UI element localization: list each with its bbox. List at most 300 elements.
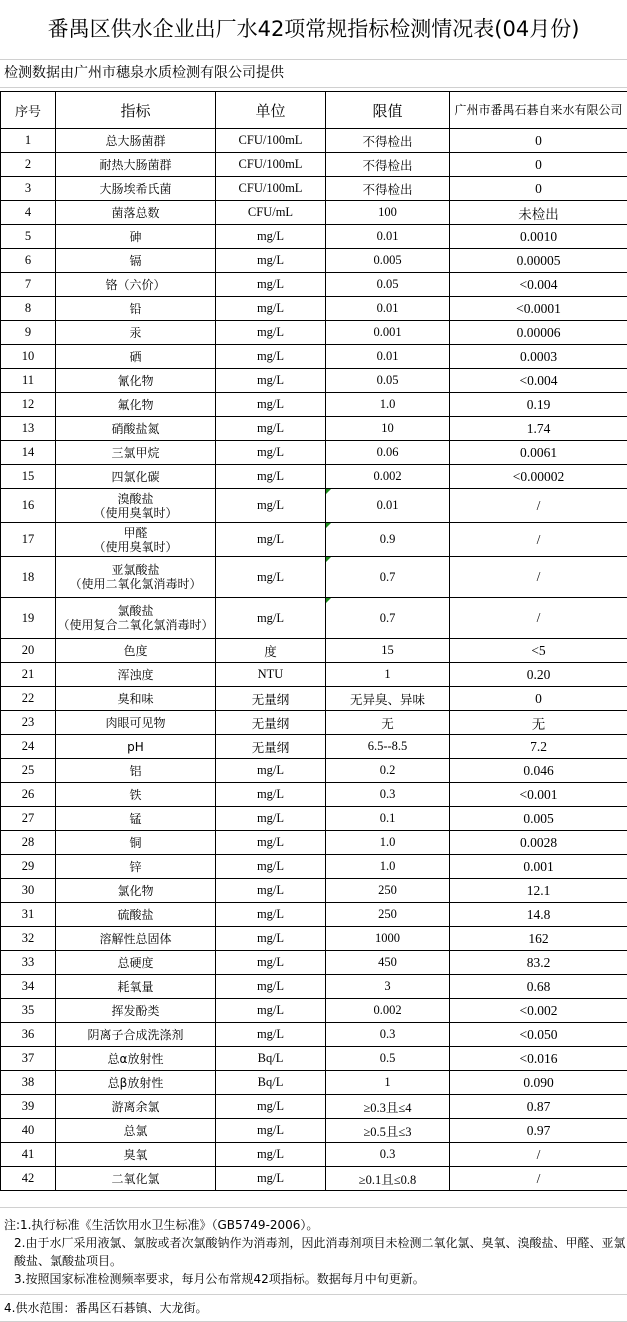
table-row bbox=[1, 201, 627, 225]
cell-value: <5 bbox=[450, 639, 627, 663]
table-row bbox=[1, 153, 627, 177]
cell-value: 0.0061 bbox=[450, 441, 627, 465]
cell-value: 0.0010 bbox=[450, 225, 627, 249]
cell-value: <0.0001 bbox=[450, 297, 627, 321]
cell-value: 0.20 bbox=[450, 663, 627, 687]
cell-unit: CFU/mL bbox=[216, 201, 326, 225]
indicator-name: pH bbox=[56, 740, 215, 754]
indicator-name: 肉眼可见物 bbox=[56, 716, 215, 730]
indicator-name: 阴离子合成洗涤剂 bbox=[56, 1028, 215, 1042]
indicator-name: 浑浊度 bbox=[56, 668, 215, 682]
supply-scope: 4.供水范围：番禺区石碁镇、大龙街。 bbox=[0, 1294, 627, 1322]
cell-limit: 0.01 bbox=[326, 345, 450, 369]
header-company: 广州市番禺石碁自来水有限公司 bbox=[450, 92, 627, 129]
cell-seq: 21 bbox=[1, 663, 56, 687]
cell-unit: mg/L bbox=[216, 417, 326, 441]
table-row bbox=[1, 1119, 627, 1143]
cell-limit: 1000 bbox=[326, 927, 450, 951]
cell-seq: 39 bbox=[1, 1095, 56, 1119]
cell-value: / bbox=[450, 1143, 627, 1167]
cell-value: 0.00005 bbox=[450, 249, 627, 273]
cell-unit: mg/L bbox=[216, 975, 326, 999]
cell-unit: mg/L bbox=[216, 523, 326, 557]
indicator-name: 臭和味 bbox=[56, 692, 215, 706]
indicator-name: 色度 bbox=[56, 644, 215, 658]
cell-limit: ≥0.5且≤3 bbox=[326, 1119, 450, 1143]
table-row bbox=[1, 759, 627, 783]
cell-unit: mg/L bbox=[216, 879, 326, 903]
indicator-name: 臭氧 bbox=[56, 1148, 215, 1162]
indicator-name: 总硬度 bbox=[56, 956, 215, 970]
cell-limit: 0.01 bbox=[326, 225, 450, 249]
cell-indicator bbox=[56, 1047, 216, 1071]
table-row bbox=[1, 927, 627, 951]
cell-limit: 0.05 bbox=[326, 273, 450, 297]
cell-value: <0.050 bbox=[450, 1023, 627, 1047]
table-row bbox=[1, 663, 627, 687]
cell-value: <0.00002 bbox=[450, 465, 627, 489]
cell-seq: 19 bbox=[1, 598, 56, 639]
cell-indicator bbox=[56, 783, 216, 807]
cell-indicator bbox=[56, 1095, 216, 1119]
indicator-name: 大肠埃希氏菌 bbox=[56, 182, 215, 196]
table-row bbox=[1, 345, 627, 369]
cell-unit: mg/L bbox=[216, 441, 326, 465]
indicator-name: 二氧化氯 bbox=[56, 1172, 215, 1186]
cell-indicator bbox=[56, 999, 216, 1023]
cell-value: 0.87 bbox=[450, 1095, 627, 1119]
cell-seq: 4 bbox=[1, 201, 56, 225]
cell-seq: 26 bbox=[1, 783, 56, 807]
cell-limit: 0.002 bbox=[326, 999, 450, 1023]
cell-limit: 1.0 bbox=[326, 393, 450, 417]
cell-limit: 0.7 bbox=[326, 598, 450, 639]
table-row bbox=[1, 807, 627, 831]
cell-limit: 10 bbox=[326, 417, 450, 441]
cell-unit: mg/L bbox=[216, 831, 326, 855]
cell-unit: mg/L bbox=[216, 598, 326, 639]
cell-unit: mg/L bbox=[216, 1023, 326, 1047]
cell-value: / bbox=[450, 1167, 627, 1191]
cell-indicator bbox=[56, 417, 216, 441]
cell-limit: 0.3 bbox=[326, 1143, 450, 1167]
cell-indicator bbox=[56, 225, 216, 249]
cell-seq: 11 bbox=[1, 369, 56, 393]
cell-limit: 0.9 bbox=[326, 523, 450, 557]
table-row bbox=[1, 441, 627, 465]
cell-seq: 1 bbox=[1, 129, 56, 153]
cell-value: 0 bbox=[450, 687, 627, 711]
cell-limit: 450 bbox=[326, 951, 450, 975]
cell-indicator bbox=[56, 927, 216, 951]
cell-seq: 6 bbox=[1, 249, 56, 273]
table-row bbox=[1, 393, 627, 417]
cell-limit: 15 bbox=[326, 639, 450, 663]
indicator-name: 镉 bbox=[56, 254, 215, 268]
cell-unit: Bq/L bbox=[216, 1071, 326, 1095]
table-row bbox=[1, 523, 627, 557]
cell-limit: 1 bbox=[326, 1071, 450, 1095]
indicator-name: 硫酸盐 bbox=[56, 908, 215, 922]
indicator-name: 耐热大肠菌群 bbox=[56, 158, 215, 172]
cell-seq: 16 bbox=[1, 489, 56, 523]
cell-limit: 0.01 bbox=[326, 297, 450, 321]
indicator-name: 游离余氯 bbox=[56, 1100, 215, 1114]
cell-value: 0.19 bbox=[450, 393, 627, 417]
cell-value: 0.046 bbox=[450, 759, 627, 783]
cell-unit: mg/L bbox=[216, 465, 326, 489]
cell-limit: 0.5 bbox=[326, 1047, 450, 1071]
cell-value: 0 bbox=[450, 129, 627, 153]
cell-indicator bbox=[56, 1071, 216, 1095]
table-row bbox=[1, 1167, 627, 1191]
cell-limit: 无 bbox=[326, 711, 450, 735]
indicator-name: 氯化物 bbox=[56, 884, 215, 898]
table-row bbox=[1, 1143, 627, 1167]
cell-value: <0.016 bbox=[450, 1047, 627, 1071]
cell-unit: 无量纲 bbox=[216, 687, 326, 711]
cell-value: / bbox=[450, 598, 627, 639]
indicator-name: 砷 bbox=[56, 230, 215, 244]
indicator-condition: （使用臭氧时） bbox=[56, 540, 215, 554]
cell-indicator bbox=[56, 598, 216, 639]
cell-limit: 不得检出 bbox=[326, 153, 450, 177]
cell-indicator bbox=[56, 1119, 216, 1143]
indicator-name: 溴酸盐 bbox=[56, 492, 215, 506]
table-row bbox=[1, 557, 627, 598]
cell-indicator bbox=[56, 273, 216, 297]
indicator-name: 总氯 bbox=[56, 1124, 215, 1138]
cell-indicator bbox=[56, 1167, 216, 1191]
cell-limit: 250 bbox=[326, 879, 450, 903]
cell-seq: 2 bbox=[1, 153, 56, 177]
cell-value: 无 bbox=[450, 711, 627, 735]
cell-indicator bbox=[56, 759, 216, 783]
cell-limit: 3 bbox=[326, 975, 450, 999]
cell-seq: 27 bbox=[1, 807, 56, 831]
cell-unit: CFU/100mL bbox=[216, 177, 326, 201]
cell-value: 0.97 bbox=[450, 1119, 627, 1143]
indicator-name: 硒 bbox=[56, 350, 215, 364]
cell-unit: mg/L bbox=[216, 759, 326, 783]
cell-indicator bbox=[56, 177, 216, 201]
cell-unit: 无量纲 bbox=[216, 711, 326, 735]
cell-limit: 不得检出 bbox=[326, 129, 450, 153]
cell-seq: 8 bbox=[1, 297, 56, 321]
cell-value: 0 bbox=[450, 153, 627, 177]
table-row bbox=[1, 225, 627, 249]
indicator-condition: （使用二氧化氯消毒时） bbox=[56, 577, 215, 591]
cell-seq: 13 bbox=[1, 417, 56, 441]
cell-indicator bbox=[56, 321, 216, 345]
cell-seq: 30 bbox=[1, 879, 56, 903]
cell-indicator bbox=[56, 639, 216, 663]
cell-unit: mg/L bbox=[216, 1167, 326, 1191]
cell-unit: mg/L bbox=[216, 807, 326, 831]
indicator-name: 三氯甲烷 bbox=[56, 446, 215, 460]
cell-seq: 5 bbox=[1, 225, 56, 249]
table-row bbox=[1, 1095, 627, 1119]
cell-seq: 23 bbox=[1, 711, 56, 735]
indicator-name: 总大肠菌群 bbox=[56, 134, 215, 148]
notes-section bbox=[0, 1207, 627, 1288]
cell-seq: 28 bbox=[1, 831, 56, 855]
cell-value: <0.004 bbox=[450, 273, 627, 297]
indicator-name: 锌 bbox=[56, 860, 215, 874]
cell-value: 0.0003 bbox=[450, 345, 627, 369]
cell-unit: mg/L bbox=[216, 783, 326, 807]
cell-indicator bbox=[56, 129, 216, 153]
cell-unit: mg/L bbox=[216, 321, 326, 345]
cell-indicator bbox=[56, 523, 216, 557]
cell-indicator bbox=[56, 855, 216, 879]
cell-limit: 100 bbox=[326, 201, 450, 225]
cell-limit: 0.3 bbox=[326, 1023, 450, 1047]
cell-seq: 10 bbox=[1, 345, 56, 369]
cell-unit: mg/L bbox=[216, 249, 326, 273]
table-row bbox=[1, 1023, 627, 1047]
cell-unit: mg/L bbox=[216, 903, 326, 927]
cell-indicator bbox=[56, 687, 216, 711]
cell-unit: mg/L bbox=[216, 393, 326, 417]
cell-unit: CFU/100mL bbox=[216, 153, 326, 177]
cell-value: <0.004 bbox=[450, 369, 627, 393]
indicator-name: 挥发酚类 bbox=[56, 1004, 215, 1018]
cell-seq: 9 bbox=[1, 321, 56, 345]
table-row bbox=[1, 735, 627, 759]
table-row bbox=[1, 999, 627, 1023]
cell-limit: 1 bbox=[326, 663, 450, 687]
indicator-name: 菌落总数 bbox=[56, 206, 215, 220]
cell-unit: mg/L bbox=[216, 855, 326, 879]
cell-unit: mg/L bbox=[216, 557, 326, 598]
cell-seq: 35 bbox=[1, 999, 56, 1023]
cell-indicator bbox=[56, 441, 216, 465]
cell-indicator bbox=[56, 735, 216, 759]
cell-limit: 0.2 bbox=[326, 759, 450, 783]
cell-value: 0.001 bbox=[450, 855, 627, 879]
cell-seq: 37 bbox=[1, 1047, 56, 1071]
cell-indicator bbox=[56, 393, 216, 417]
table-row bbox=[1, 417, 627, 441]
cell-value: 未检出 bbox=[450, 201, 627, 225]
table-row bbox=[1, 783, 627, 807]
table-body bbox=[1, 129, 627, 1191]
cell-unit: mg/L bbox=[216, 297, 326, 321]
cell-unit: mg/L bbox=[216, 927, 326, 951]
cell-seq: 36 bbox=[1, 1023, 56, 1047]
cell-seq: 15 bbox=[1, 465, 56, 489]
cell-indicator bbox=[56, 951, 216, 975]
table-row bbox=[1, 711, 627, 735]
table-row bbox=[1, 489, 627, 523]
cell-limit: 250 bbox=[326, 903, 450, 927]
table-row bbox=[1, 639, 627, 663]
cell-unit: 度 bbox=[216, 639, 326, 663]
cell-seq: 29 bbox=[1, 855, 56, 879]
header-seq: 序号 bbox=[1, 92, 56, 129]
cell-value: 12.1 bbox=[450, 879, 627, 903]
cell-indicator bbox=[56, 557, 216, 598]
indicator-name: 铜 bbox=[56, 836, 215, 850]
cell-value: 0.005 bbox=[450, 807, 627, 831]
table-row bbox=[1, 129, 627, 153]
indicator-name: 铝 bbox=[56, 764, 215, 778]
header-limit: 限值 bbox=[326, 92, 450, 129]
cell-unit: mg/L bbox=[216, 225, 326, 249]
table-row bbox=[1, 598, 627, 639]
indicator-name: 硝酸盐氮 bbox=[56, 422, 215, 436]
indicator-name: 总β放射性 bbox=[56, 1076, 215, 1090]
cell-value: / bbox=[450, 489, 627, 523]
indicator-name: 氰化物 bbox=[56, 374, 215, 388]
cell-indicator bbox=[56, 249, 216, 273]
table-row bbox=[1, 855, 627, 879]
cell-unit: 无量纲 bbox=[216, 735, 326, 759]
indicator-name: 四氯化碳 bbox=[56, 470, 215, 484]
cell-seq: 40 bbox=[1, 1119, 56, 1143]
indicator-name: 汞 bbox=[56, 326, 215, 340]
table-row bbox=[1, 903, 627, 927]
cell-indicator bbox=[56, 1023, 216, 1047]
cell-value: <0.001 bbox=[450, 783, 627, 807]
cell-value: 0.090 bbox=[450, 1071, 627, 1095]
cell-seq: 12 bbox=[1, 393, 56, 417]
cell-indicator bbox=[56, 465, 216, 489]
page-title: 番禺区供水企业出厂水42项常规指标检测情况表(04月份) bbox=[0, 0, 627, 60]
cell-seq: 34 bbox=[1, 975, 56, 999]
cell-value: 7.2 bbox=[450, 735, 627, 759]
cell-unit: Bq/L bbox=[216, 1047, 326, 1071]
cell-value: 0.00006 bbox=[450, 321, 627, 345]
cell-value: / bbox=[450, 523, 627, 557]
indicator-name: 铁 bbox=[56, 788, 215, 802]
cell-seq: 31 bbox=[1, 903, 56, 927]
table-row bbox=[1, 465, 627, 489]
note-2: 2.由于水厂采用液氯、氯胺或者次氯酸钠作为消毒剂，因此消毒剂项目未检测二氧化氯、臭氧、溴酸盐、甲醛、亚氯酸盐、氯酸盐项目。 bbox=[4, 1234, 627, 1270]
cell-unit: mg/L bbox=[216, 489, 326, 523]
cell-indicator bbox=[56, 711, 216, 735]
cell-indicator bbox=[56, 831, 216, 855]
cell-limit: 0.01 bbox=[326, 489, 450, 523]
cell-indicator bbox=[56, 1143, 216, 1167]
cell-value: 83.2 bbox=[450, 951, 627, 975]
cell-indicator bbox=[56, 879, 216, 903]
cell-unit: mg/L bbox=[216, 951, 326, 975]
table-row bbox=[1, 177, 627, 201]
cell-limit: 0.06 bbox=[326, 441, 450, 465]
note-1: 注:1.执行标准《生活饮用水卫生标准》（GB5749-2006）。 bbox=[4, 1216, 627, 1234]
table-row bbox=[1, 369, 627, 393]
table-row bbox=[1, 273, 627, 297]
table-row bbox=[1, 321, 627, 345]
table-row bbox=[1, 879, 627, 903]
cell-seq: 7 bbox=[1, 273, 56, 297]
cell-indicator bbox=[56, 489, 216, 523]
cell-limit: 0.7 bbox=[326, 557, 450, 598]
indicator-condition: （使用臭氧时） bbox=[56, 506, 215, 520]
cell-unit: mg/L bbox=[216, 345, 326, 369]
indicator-name: 铬（六价） bbox=[56, 278, 215, 292]
indicator-name: 总α放射性 bbox=[56, 1052, 215, 1066]
indicator-table bbox=[0, 91, 627, 1191]
cell-seq: 22 bbox=[1, 687, 56, 711]
cell-unit: NTU bbox=[216, 663, 326, 687]
cell-seq: 17 bbox=[1, 523, 56, 557]
cell-indicator bbox=[56, 663, 216, 687]
indicator-name: 氟化物 bbox=[56, 398, 215, 412]
cell-seq: 33 bbox=[1, 951, 56, 975]
cell-limit: 0.05 bbox=[326, 369, 450, 393]
cell-seq: 32 bbox=[1, 927, 56, 951]
cell-seq: 25 bbox=[1, 759, 56, 783]
table-row bbox=[1, 687, 627, 711]
cell-value: 1.74 bbox=[450, 417, 627, 441]
cell-indicator bbox=[56, 975, 216, 999]
cell-limit: 0.001 bbox=[326, 321, 450, 345]
cell-limit: 无异臭、异味 bbox=[326, 687, 450, 711]
cell-seq: 20 bbox=[1, 639, 56, 663]
cell-limit: ≥0.1且≤0.8 bbox=[326, 1167, 450, 1191]
cell-indicator bbox=[56, 201, 216, 225]
cell-unit: mg/L bbox=[216, 1095, 326, 1119]
indicator-name: 甲醛 bbox=[56, 526, 215, 540]
table-row bbox=[1, 249, 627, 273]
table-row bbox=[1, 1047, 627, 1071]
cell-limit: 6.5--8.5 bbox=[326, 735, 450, 759]
cell-unit: mg/L bbox=[216, 1143, 326, 1167]
cell-unit: mg/L bbox=[216, 999, 326, 1023]
cell-limit: ≥0.3且≤4 bbox=[326, 1095, 450, 1119]
cell-seq: 24 bbox=[1, 735, 56, 759]
data-source-line: 检测数据由广州市穗泉水质检测有限公司提供 bbox=[0, 60, 627, 88]
table-row bbox=[1, 951, 627, 975]
cell-limit: 1.0 bbox=[326, 831, 450, 855]
cell-value: / bbox=[450, 557, 627, 598]
cell-value: 0.0028 bbox=[450, 831, 627, 855]
cell-limit: 0.3 bbox=[326, 783, 450, 807]
cell-unit: mg/L bbox=[216, 1119, 326, 1143]
table-row bbox=[1, 297, 627, 321]
cell-indicator bbox=[56, 369, 216, 393]
cell-indicator bbox=[56, 903, 216, 927]
table-header-row bbox=[1, 92, 627, 129]
table-row bbox=[1, 1071, 627, 1095]
cell-seq: 3 bbox=[1, 177, 56, 201]
note-3: 3.按照国家标准检测频率要求，每月公布常规42项指标。数据每月中旬更新。 bbox=[4, 1270, 627, 1288]
indicator-name: 氯酸盐 bbox=[56, 604, 215, 618]
indicator-condition: （使用复合二氧化氯消毒时） bbox=[56, 618, 215, 632]
cell-unit: mg/L bbox=[216, 273, 326, 297]
cell-unit: CFU/100mL bbox=[216, 129, 326, 153]
header-unit: 单位 bbox=[216, 92, 326, 129]
cell-seq: 18 bbox=[1, 557, 56, 598]
cell-seq: 41 bbox=[1, 1143, 56, 1167]
cell-value: 162 bbox=[450, 927, 627, 951]
cell-seq: 38 bbox=[1, 1071, 56, 1095]
cell-value: 14.8 bbox=[450, 903, 627, 927]
header-indicator: 指标 bbox=[56, 92, 216, 129]
indicator-name: 锰 bbox=[56, 812, 215, 826]
table-row bbox=[1, 831, 627, 855]
cell-indicator bbox=[56, 153, 216, 177]
indicator-name: 耗氧量 bbox=[56, 980, 215, 994]
cell-limit: 0.002 bbox=[326, 465, 450, 489]
indicator-name: 铅 bbox=[56, 302, 215, 316]
cell-unit: mg/L bbox=[216, 369, 326, 393]
indicator-name: 溶解性总固体 bbox=[56, 932, 215, 946]
cell-value: 0 bbox=[450, 177, 627, 201]
